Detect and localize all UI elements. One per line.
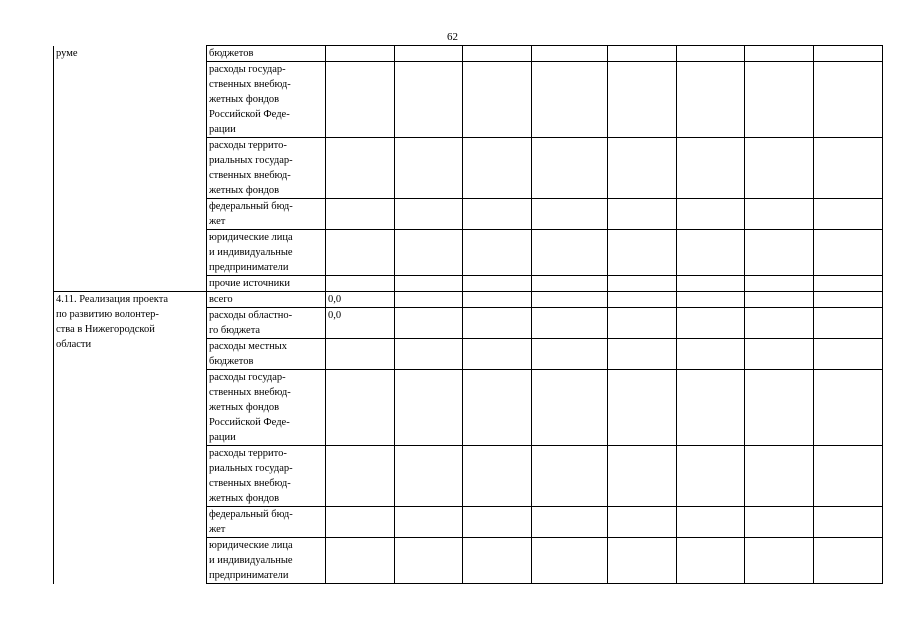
amount-cell	[326, 339, 395, 370]
empty-cell	[814, 230, 883, 276]
empty-cell	[814, 276, 883, 292]
funding-source-line: расходы государ-	[209, 64, 286, 75]
empty-cell	[532, 370, 608, 446]
funding-source-line: юридические лица	[209, 232, 293, 243]
empty-cell	[814, 292, 883, 308]
funding-source	[207, 308, 326, 339]
empty-cell	[532, 230, 608, 276]
budget-table	[53, 45, 883, 584]
funding-source-line: предприниматели	[209, 262, 289, 273]
empty-cell	[463, 199, 532, 230]
empty-cell	[745, 62, 814, 138]
activity-description	[54, 46, 207, 292]
empty-cell	[814, 308, 883, 339]
funding-source	[207, 370, 326, 446]
empty-cell	[745, 46, 814, 62]
empty-cell	[532, 339, 608, 370]
funding-source-line: риальных государ-	[209, 463, 293, 474]
empty-cell	[532, 276, 608, 292]
empty-cell	[463, 138, 532, 199]
empty-cell	[745, 276, 814, 292]
empty-cell	[463, 370, 532, 446]
activity-description	[54, 292, 207, 584]
funding-source-line: юридические лица	[209, 540, 293, 551]
empty-cell	[608, 138, 677, 199]
funding-source-line: бюджетов	[209, 48, 254, 59]
funding-source	[207, 339, 326, 370]
funding-source-line: ственных внебюд-	[209, 170, 291, 181]
empty-cell	[677, 62, 745, 138]
funding-source	[207, 199, 326, 230]
empty-cell	[395, 308, 463, 339]
amount-cell	[326, 538, 395, 584]
funding-source-line: федеральный бюд-	[209, 509, 293, 520]
empty-cell	[608, 276, 677, 292]
empty-cell	[745, 138, 814, 199]
activity-description-line: по развитию волонтер-	[56, 309, 159, 320]
empty-cell	[608, 62, 677, 138]
funding-source-line: Российской Феде-	[209, 417, 290, 428]
empty-cell	[677, 292, 745, 308]
empty-cell	[745, 308, 814, 339]
empty-cell	[395, 292, 463, 308]
funding-source-line: рации	[209, 124, 236, 135]
empty-cell	[677, 339, 745, 370]
empty-cell	[745, 199, 814, 230]
funding-source-line: жет	[209, 524, 226, 535]
funding-source-line: федеральный бюд-	[209, 201, 293, 212]
empty-cell	[814, 46, 883, 62]
funding-source-line: Российской Феде-	[209, 109, 290, 120]
funding-source-line: расходы областно-	[209, 310, 293, 321]
activity-description-line: ства в Нижегородской	[56, 324, 155, 335]
table-row	[54, 292, 883, 308]
empty-cell	[532, 138, 608, 199]
budget-table-body	[54, 46, 883, 584]
empty-cell	[532, 46, 608, 62]
activity-description-line: области	[56, 339, 92, 350]
amount-cell: 0,0	[326, 308, 395, 339]
empty-cell	[745, 292, 814, 308]
empty-cell	[463, 507, 532, 538]
funding-source-line: и индивидуальные	[209, 247, 293, 258]
funding-source-line: жетных фондов	[209, 493, 280, 504]
amount-cell	[326, 46, 395, 62]
empty-cell	[814, 370, 883, 446]
empty-cell	[677, 46, 745, 62]
amount-cell	[326, 138, 395, 199]
empty-cell	[814, 538, 883, 584]
empty-cell	[463, 292, 532, 308]
amount-cell	[326, 230, 395, 276]
empty-cell	[677, 138, 745, 199]
empty-cell	[463, 276, 532, 292]
empty-cell	[395, 339, 463, 370]
empty-cell	[608, 370, 677, 446]
funding-source-line: жетных фондов	[209, 185, 280, 196]
empty-cell	[532, 446, 608, 507]
empty-cell	[395, 446, 463, 507]
empty-cell	[745, 230, 814, 276]
funding-source	[207, 507, 326, 538]
empty-cell	[608, 308, 677, 339]
funding-source-line: ственных внебюд-	[209, 387, 291, 398]
empty-cell	[745, 370, 814, 446]
funding-source	[207, 276, 326, 292]
empty-cell	[677, 538, 745, 584]
funding-source-line: и индивидуальные	[209, 555, 293, 566]
empty-cell	[463, 538, 532, 584]
funding-source-line: го бюджета	[209, 325, 261, 336]
empty-cell	[463, 308, 532, 339]
empty-cell	[608, 230, 677, 276]
empty-cell	[395, 538, 463, 584]
amount-cell	[326, 507, 395, 538]
empty-cell	[814, 199, 883, 230]
empty-cell	[608, 46, 677, 62]
funding-source-line: прочие источники	[209, 278, 290, 289]
empty-cell	[463, 230, 532, 276]
funding-source-line: расходы террито-	[209, 140, 287, 151]
funding-source	[207, 538, 326, 584]
empty-cell	[608, 199, 677, 230]
empty-cell	[814, 138, 883, 199]
empty-cell	[532, 538, 608, 584]
empty-cell	[608, 292, 677, 308]
empty-cell	[395, 370, 463, 446]
empty-cell	[395, 507, 463, 538]
empty-cell	[814, 446, 883, 507]
amount-cell	[326, 370, 395, 446]
funding-source	[207, 230, 326, 276]
funding-source-line: жет	[209, 216, 226, 227]
funding-source-line: жетных фондов	[209, 402, 280, 413]
funding-source	[207, 138, 326, 199]
funding-source-line: расходы местных	[209, 341, 287, 352]
empty-cell	[608, 446, 677, 507]
empty-cell	[395, 199, 463, 230]
empty-cell	[814, 339, 883, 370]
funding-source	[207, 292, 326, 308]
empty-cell	[395, 230, 463, 276]
empty-cell	[745, 446, 814, 507]
empty-cell	[395, 46, 463, 62]
page-number: 62	[447, 31, 458, 43]
funding-source-line: бюджетов	[209, 356, 254, 367]
funding-source-line: риальных государ-	[209, 155, 293, 166]
empty-cell	[395, 62, 463, 138]
empty-cell	[395, 276, 463, 292]
empty-cell	[608, 507, 677, 538]
empty-cell	[532, 507, 608, 538]
amount-cell	[326, 446, 395, 507]
funding-source	[207, 446, 326, 507]
amount-cell	[326, 199, 395, 230]
table-row	[54, 46, 883, 62]
amount-cell: 0,0	[326, 292, 395, 308]
empty-cell	[745, 507, 814, 538]
empty-cell	[532, 62, 608, 138]
activity-description-line: 4.11. Реализация проекта	[56, 294, 169, 305]
funding-source-line: предприниматели	[209, 570, 289, 581]
empty-cell	[608, 339, 677, 370]
empty-cell	[745, 538, 814, 584]
empty-cell	[677, 507, 745, 538]
funding-source	[207, 62, 326, 138]
empty-cell	[395, 138, 463, 199]
empty-cell	[608, 538, 677, 584]
empty-cell	[677, 446, 745, 507]
empty-cell	[677, 370, 745, 446]
funding-source-line: жетных фондов	[209, 94, 280, 105]
empty-cell	[463, 62, 532, 138]
funding-source-line: расходы государ-	[209, 372, 286, 383]
empty-cell	[814, 62, 883, 138]
empty-cell	[463, 446, 532, 507]
amount-cell	[326, 276, 395, 292]
funding-source-line: ственных внебюд-	[209, 79, 291, 90]
empty-cell	[814, 507, 883, 538]
empty-cell	[532, 308, 608, 339]
empty-cell	[677, 308, 745, 339]
empty-cell	[532, 199, 608, 230]
empty-cell	[463, 339, 532, 370]
funding-source-line: всего	[209, 294, 233, 305]
empty-cell	[677, 276, 745, 292]
funding-source-line: рации	[209, 432, 236, 443]
funding-source	[207, 46, 326, 62]
activity-description-line: руме	[56, 47, 78, 59]
funding-source-line: расходы террито-	[209, 448, 287, 459]
empty-cell	[677, 230, 745, 276]
empty-cell	[532, 292, 608, 308]
funding-source-line: ственных внебюд-	[209, 478, 291, 489]
empty-cell	[677, 199, 745, 230]
empty-cell	[745, 339, 814, 370]
amount-cell	[326, 62, 395, 138]
empty-cell	[463, 46, 532, 62]
